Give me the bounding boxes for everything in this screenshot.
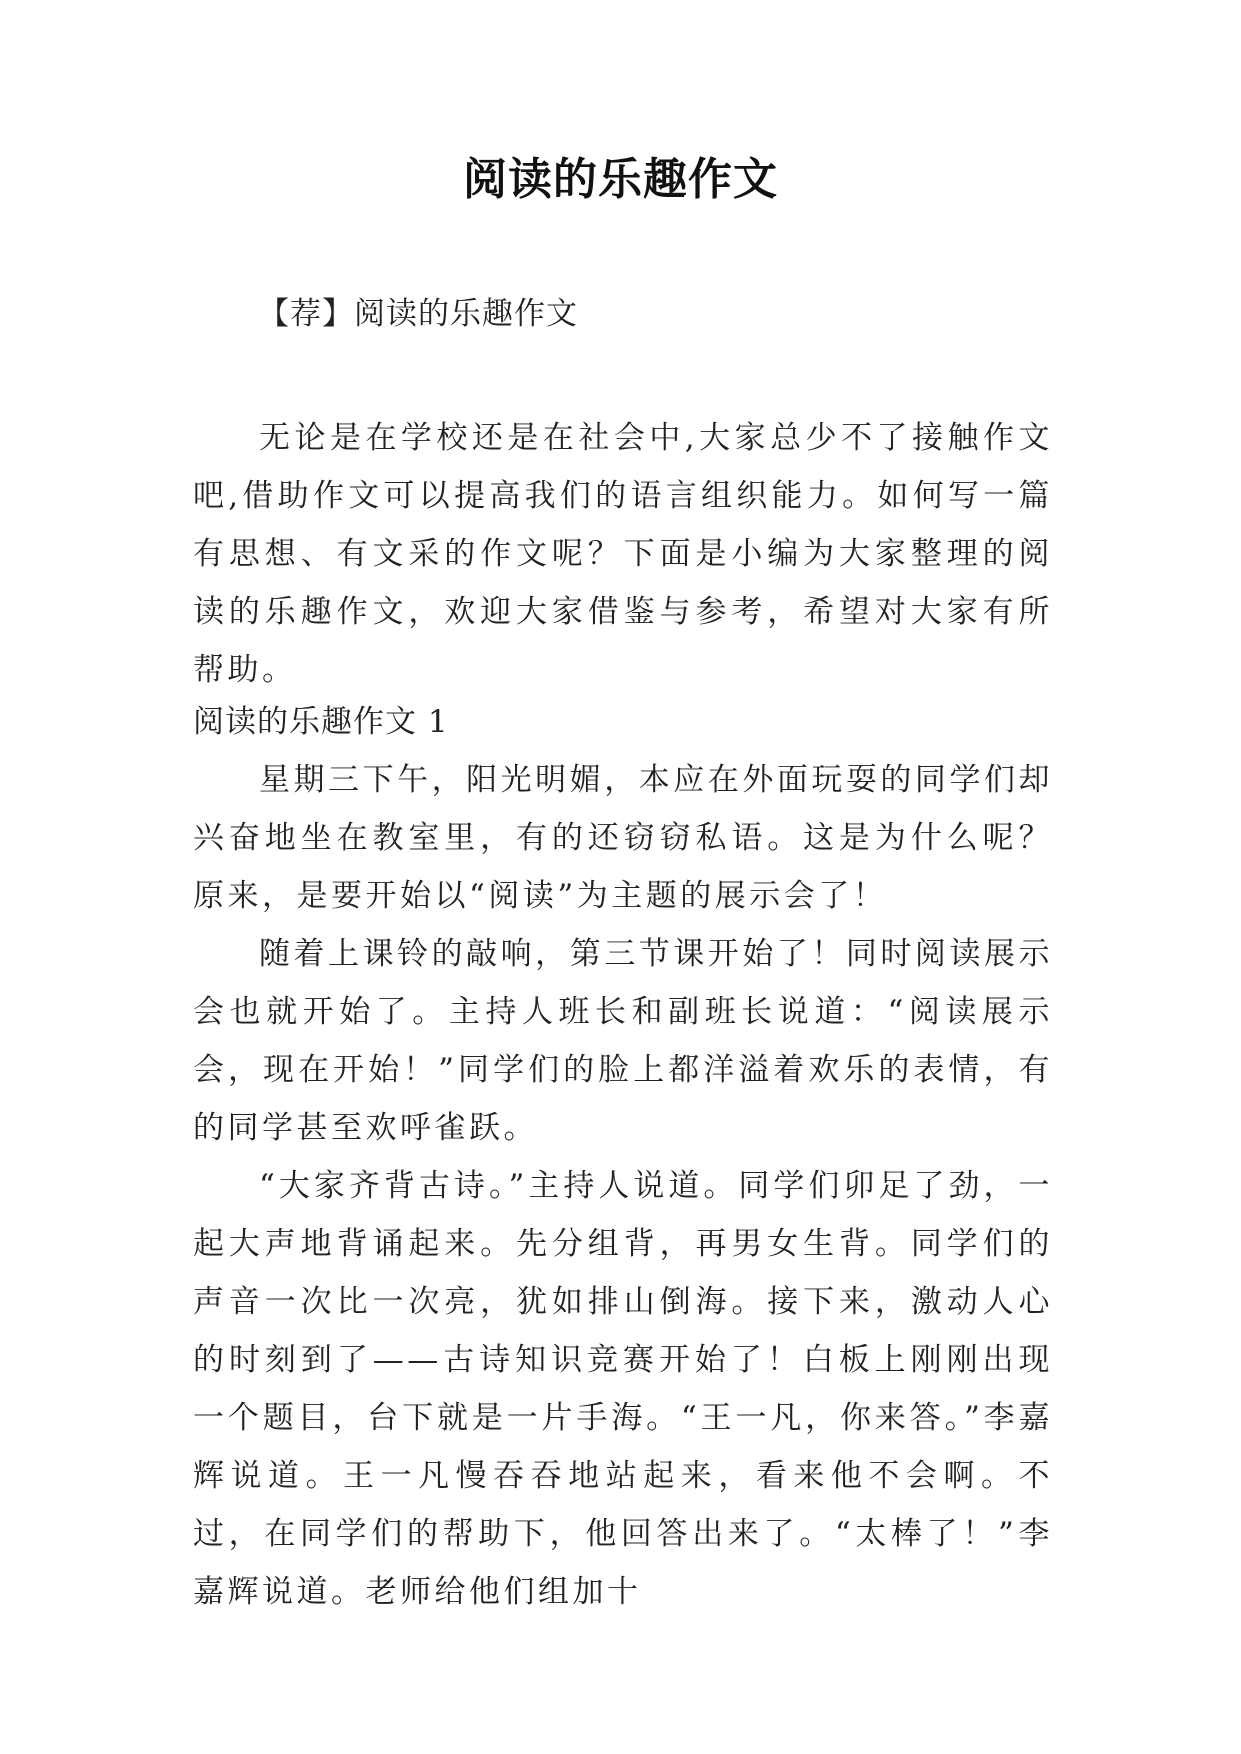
body-paragraph-1: 星期三下午，阳光明媚，本应在外面玩耍的同学们却兴奋地坐在教室里，有的还窃窃私语。这是为什么呢？原来，是要开始以“阅读”为主题的展示会了！ (193, 762, 1053, 914)
document-subtitle: 【荐】阅读的乐趣作文 (258, 296, 578, 332)
intro-paragraph: 无论是在学校还是在社会中,大家总少不了接触作文吧,借助作文可以提高我们的语言组织能力。如何写一篇有思想、有文采的作文呢？下面是小编为大家整理的阅读的乐趣作文，欢迎大家借鉴与参考，希望对大家有所帮助。 (193, 420, 1053, 688)
body-paragraph-3: “大家齐背古诗。”主持人说道。同学们卯足了劲，一起大声地背诵起来。先分组背，再男女生背。同学们的声音一次比一次亮，犹如排山倒海。接下来，激动人心的时刻到了——古诗知识竞赛开始了！白板上刚刚出现一个题目，台下就是一片手海。“王一凡，你来答。”李嘉辉说道。王一凡慢吞吞地站起来，看来他不会啊。不过，在同学们的帮助下，他回答出来了。“太棒了！”李嘉辉说道。老师给他们组加十 (193, 1168, 1053, 1610)
section-heading: 阅读的乐趣作文 1 (193, 704, 449, 740)
body-paragraph-2: 随着上课铃的敲响，第三节课开始了！同时阅读展示会也就开始了。主持人班长和副班长说道：“阅读展示会，现在开始！”同学们的脸上都洋溢着欢乐的表情，有的同学甚至欢呼雀跃。 (193, 936, 1053, 1146)
document-title: 阅读的乐趣作文 (463, 154, 778, 205)
